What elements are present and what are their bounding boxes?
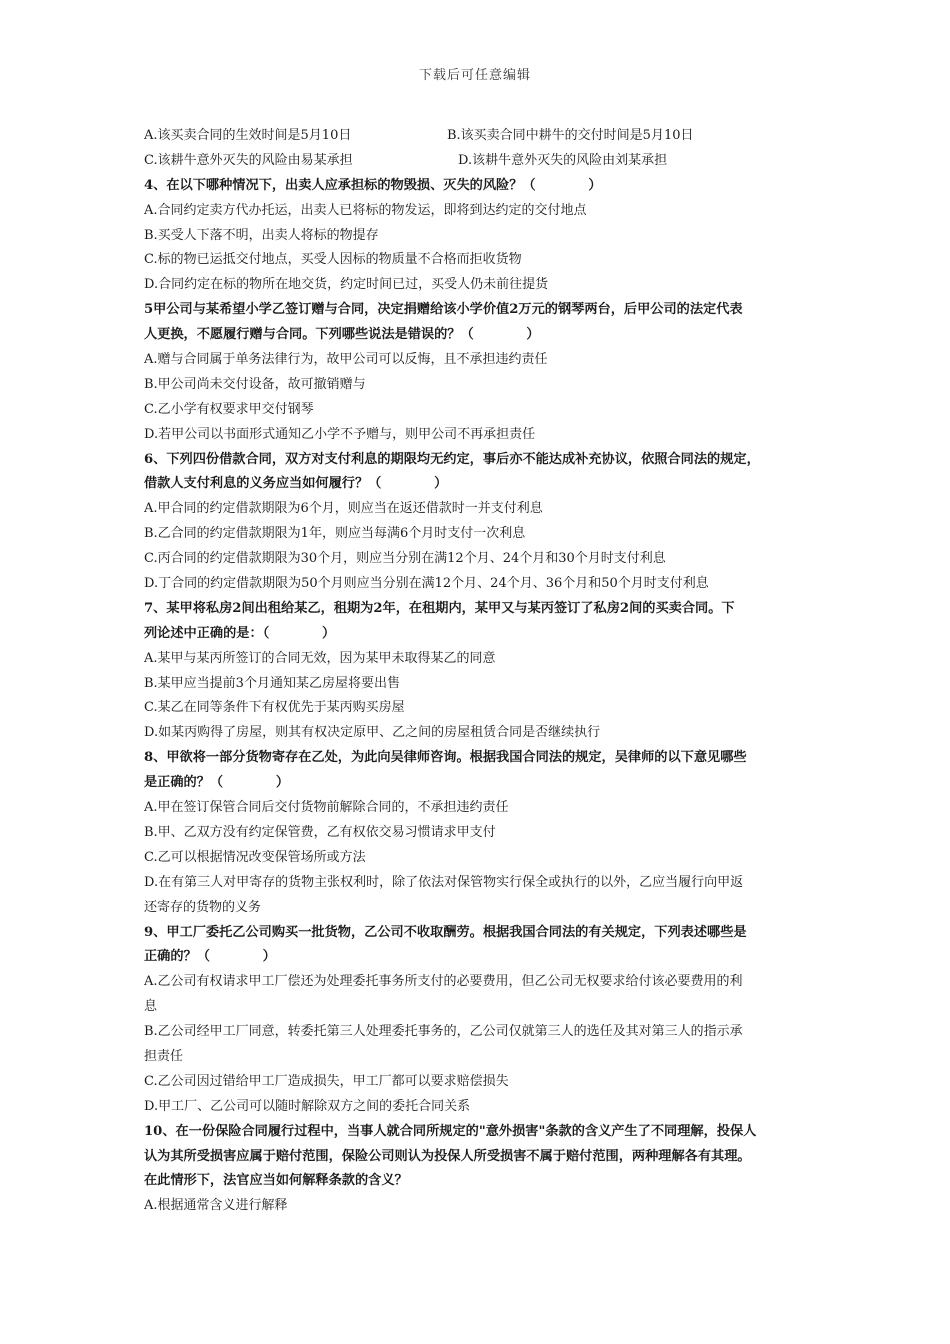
document-body xyxy=(144,124,814,1219)
answer-option: B.甲、乙双方没有约定保管费，乙有权依交易习惯请求甲支付 xyxy=(144,824,496,840)
answer-option: 担责任 xyxy=(144,1048,184,1064)
q3-option-b: B.该买卖合同中耕牛的交付时间是5月10日 xyxy=(447,128,694,143)
question-stem-line: 借款人支付利息的义务应当如何履行？（ ） xyxy=(144,476,448,492)
q3-options-row-2 xyxy=(144,149,814,174)
question-block xyxy=(144,448,814,597)
question-list xyxy=(144,174,814,1219)
question-stem-line: 6、下列四份借款合同，双方对支付利息的期限均无约定，事后亦不能达成补充协议，依照合同法的规定， xyxy=(144,451,760,467)
question-stem-line: 列论述中正确的是：（ ） xyxy=(144,625,336,641)
answer-option: A.合同约定卖方代办托运，出卖人已将标的物发运，即将到达约定的交付地点 xyxy=(144,202,587,218)
answer-option: D.丁合同的约定借款期限为50个月则应当分别在满12个月、24个月、36个月和50个月时支付利息 xyxy=(144,576,709,592)
answer-option: C.丙合同的约定借款期限为30个月，则应当分别在满12个月、24个月和30个月时支付利息 xyxy=(144,551,666,567)
answer-option: D.如某丙购得了房屋，则其有权决定原甲、乙之间的房屋租赁合同是否继续执行 xyxy=(144,725,601,741)
answer-option: A.赠与合同属于单务法律行为，故甲公司可以反悔，且不承担违约责任 xyxy=(144,352,548,368)
answer-option: C.乙可以根据情况改变保管场所或方法 xyxy=(144,849,366,865)
question-stem-line: 正确的？（ ） xyxy=(144,949,276,965)
answer-option: 还寄存的货物的义务 xyxy=(144,899,262,915)
question-stem-line: 7、某甲将私房2间出租给某乙，租期为2年，在租期内，某甲又与某丙签订了私房2间的买卖合同。下 xyxy=(144,600,735,616)
question-stem-line: 10、在一份保险合同履行过程中，当事人就合同所规定的"意外损害"条款的含义产生了不同理解，投保人 xyxy=(144,1123,757,1139)
answer-option: B.买受人下落不明，出卖人将标的物提存 xyxy=(144,227,379,243)
answer-option: D.合同约定在标的物所在地交货，约定时间已过，买受人仍未前往提货 xyxy=(144,277,549,293)
answer-option: A.甲合同的约定借款期限为6个月，则应当在返还借款时一并支付利息 xyxy=(144,501,543,517)
answer-option: A.乙公司有权请求甲工厂偿还为处理委托事务所支付的必要费用，但乙公司无权要求给付该必要费用的利 xyxy=(144,974,743,990)
answer-option: D.甲工厂、乙公司可以随时解除双方之间的委托合同关系 xyxy=(144,1098,471,1114)
answer-option: B.乙合同的约定借款期限为1年，则应当每满6个月时支付一次利息 xyxy=(144,526,526,542)
q3-option-a: A.该买卖合同的生效时间是5月10日 xyxy=(144,128,352,143)
answer-option: D.在有第三人对甲寄存的货物主张权利时，除了依法对保管物实行保全或执行的以外，乙应当履行向甲返 xyxy=(144,874,744,890)
question-block xyxy=(144,597,814,746)
question-block xyxy=(144,921,814,1120)
page-header: 下载后可任意编辑 xyxy=(418,68,531,83)
question-block xyxy=(144,1120,814,1220)
answer-option: B.甲公司尚未交付设备，故可撤销赠与 xyxy=(144,376,366,392)
answer-option: D.若甲公司以书面形式通知乙小学不予赠与，则甲公司不再承担责任 xyxy=(144,426,536,442)
answer-option: B.某甲应当提前3个月通知某乙房屋将要出售 xyxy=(144,675,400,691)
question-block xyxy=(144,174,814,298)
question-stem-line: 9、甲工厂委托乙公司购买一批货物，乙公司不收取酬劳。根据我国合同法的有关规定，下列表述哪些是 xyxy=(144,924,747,940)
answer-option: C.某乙在同等条件下有权优先于某丙购买房屋 xyxy=(144,700,405,716)
question-stem-line: 5甲公司与某希望小学乙签订赠与合同，决定捐赠给该小学价值2万元的钢琴两台，后甲公司的法定代表 xyxy=(144,302,743,318)
question-stem-line: 是正确的？（ ） xyxy=(144,775,290,791)
answer-option: 息 xyxy=(144,999,158,1015)
question-block xyxy=(144,746,814,920)
question-stem-line: 8、甲欲将一部分货物寄存在乙处，为此向吴律师咨询。根据我国合同法的规定，吴律师的以下意见哪些 xyxy=(144,750,747,766)
q3-option-c: C.该耕牛意外灭失的风险由易某承担 xyxy=(144,152,353,168)
question-stem-line: 4、在以下哪种情况下，出卖人应承担标的物毁损、灭失的风险？（ ） xyxy=(144,177,602,193)
question-stem-line: 认为其所受损害应属于赔付范围，保险公司则认为投保人所受损害不属于赔付范围，两种理解各有其理。 xyxy=(144,1148,751,1164)
answer-option: C.乙小学有权要求甲交付钢琴 xyxy=(144,401,314,417)
question-stem-line: 在此情形下，法官应当如何解释条款的含义？ xyxy=(144,1173,408,1189)
answer-option: C.乙公司因过错给甲工厂造成损失，甲工厂都可以要求赔偿损失 xyxy=(144,1073,509,1089)
question-stem-line: 人更换，不愿履行赠与合同。下列哪些说法是错误的？（ ） xyxy=(144,327,540,343)
answer-option: C.标的物已运抵交付地点，买受人因标的物质量不合格而拒收货物 xyxy=(144,252,522,268)
q3-options-row-1 xyxy=(144,124,814,149)
answer-option: A.根据通常含义进行解释 xyxy=(144,1198,288,1214)
question-block xyxy=(144,298,814,447)
q3-option-d: D.该耕牛意外灭失的风险由刘某承担 xyxy=(458,152,668,168)
answer-option: B.乙公司经甲工厂同意，转委托第三人处理委托事务的，乙公司仅就第三人的选任及其对第三人的指示承 xyxy=(144,1024,743,1040)
answer-option: A.某甲与某丙所签订的合同无效，因为某甲未取得某乙的同意 xyxy=(144,650,496,666)
answer-option: A.甲在签订保管合同后交付货物前解除合同的，不承担违约责任 xyxy=(144,800,509,816)
